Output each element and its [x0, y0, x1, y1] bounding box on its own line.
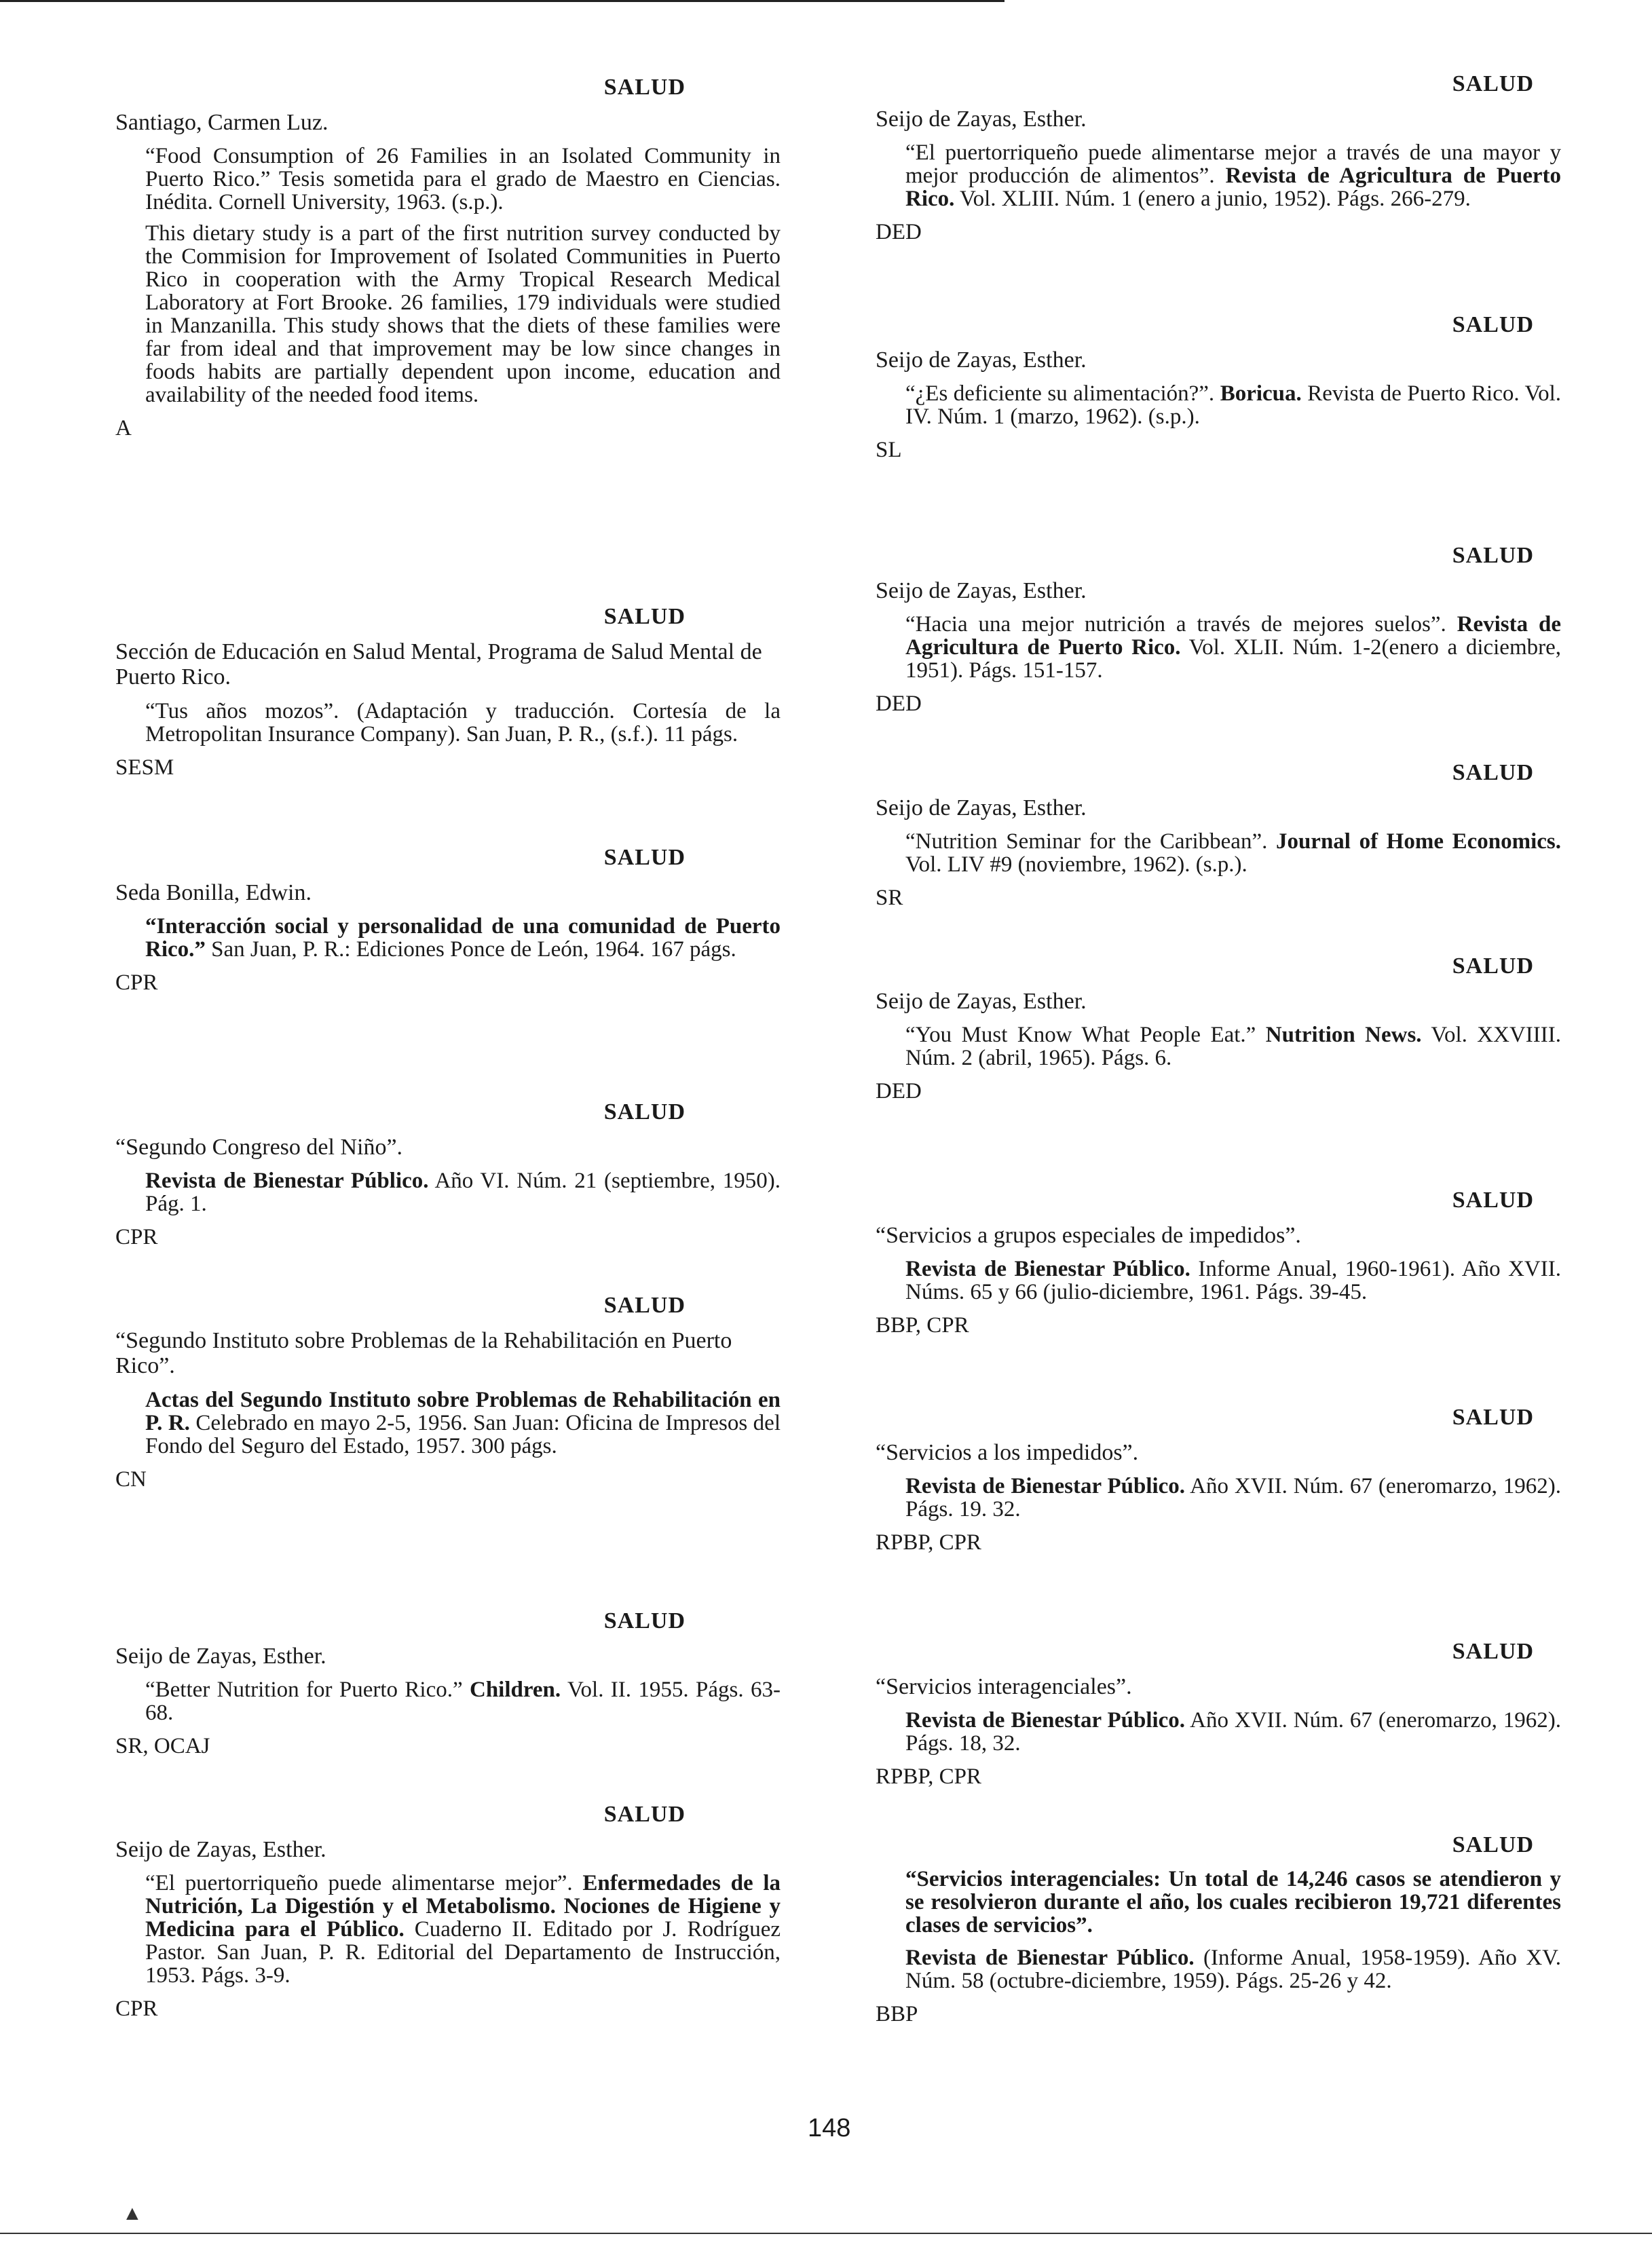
entry-location-code: SR, OCAJ: [115, 1734, 210, 1759]
entry-citation: [905, 1709, 1561, 1755]
entry-heading: SALUD: [603, 1099, 686, 1124]
entry-publication: Año VI. Núm. 21 (septiembre, 1950). Pág. 1.: [145, 1169, 781, 1217]
entry-publication: Año XVII. Núm. 67 (eneromarzo, 1962). Págs. 19. 32.: [905, 1474, 1561, 1522]
entry-location-code: CN: [115, 1467, 147, 1492]
entry-journal: Enfermedades de la Nutrición, La Digestión y el Metabolismo. Nociones de Higiene y Medicina para el Público.: [145, 1871, 781, 1942]
entry-segundo-instituto: [115, 1293, 781, 1492]
entry-location-code: DED: [876, 220, 922, 245]
entry-publication: Vol. XLII. Núm. 1-2(enero a diciembre, 1951). Págs. 151-157.: [905, 635, 1561, 683]
entry-author: Seijo de Zayas, Esther.: [876, 795, 1087, 820]
entry-citation: “Tus años mozos”. (Adaptación y traducción. Cortesía de la Metropolitan Insurance Company). San Juan, P. R., (s.f.). 11 págs.: [145, 698, 781, 746]
entry-publication: Revista de Puerto Rico. Vol. IV. Núm. 1 (marzo, 1962). (s.p.).: [905, 381, 1562, 430]
entry-citation: [905, 830, 1561, 876]
entry-nutrition-seminar: [876, 760, 1561, 911]
entry-heading: SALUD: [1452, 1188, 1534, 1213]
entry-citation: [145, 915, 781, 961]
entry-es-deficiente: [876, 312, 1561, 463]
entry-author: “Servicios interagenciales”.: [876, 1674, 1132, 1699]
entry-location-code: BBP, CPR: [876, 1313, 969, 1338]
entry-citation: [905, 141, 1561, 210]
entry-seccion-educacion: [115, 604, 781, 780]
entry-heading: SALUD: [1452, 71, 1534, 96]
entry-author: “Segundo Instituto sobre Problemas de la Rehabilitación en Puerto Rico”.: [115, 1328, 732, 1379]
entry-publication: Informe Anual, 1960-1961). Año XVII. Núms. 65 y 66 (julio-diciembre, 1961. Págs. 39-45.: [905, 1257, 1561, 1305]
entry-author: Seijo de Zayas, Esther.: [115, 1837, 326, 1862]
entry-author: Seijo de Zayas, Esther.: [876, 578, 1087, 603]
entry-heading: SALUD: [603, 1293, 686, 1318]
entry-journal: Revista de Bienestar Público.: [905, 1257, 1190, 1282]
entry-title: “Interacción social y personalidad de una comunidad de Puerto Rico.”: [145, 914, 781, 962]
entry-location-code: RPBP, CPR: [876, 1530, 981, 1555]
entry-title: “You Must Know What People Eat.”: [905, 1023, 1266, 1048]
entry-author: “Segundo Congreso del Niño”.: [115, 1135, 403, 1160]
entry-heading: SALUD: [1452, 312, 1534, 337]
entry-citation: [905, 1475, 1561, 1521]
entry-title: “Hacia una mejor nutrición a través de mejores suelos”.: [905, 612, 1457, 637]
entry-author: “Servicios a los impedidos”.: [876, 1440, 1139, 1465]
entry-publication: Vol. II. 1955. Págs. 63-68.: [145, 1678, 781, 1726]
entry-puertorriqueno-mejor: [115, 1802, 781, 2022]
entry-heading: SALUD: [603, 1608, 686, 1633]
entry-publication: Vol. XXVIIII. Núm. 2 (abril, 1965). Págs. 6.: [905, 1023, 1561, 1071]
entry-author: “Servicios a grupos especiales de impedidos”.: [876, 1223, 1301, 1248]
entry-servicios-impedidos: [876, 1405, 1561, 1555]
entry-publication: Vol. XLIII. Núm. 1 (enero a junio, 1952). Págs. 266-279.: [954, 187, 1471, 212]
entry-journal: Revista de Bienestar Público.: [905, 1946, 1195, 1970]
entry-location-code: CPR: [115, 1225, 158, 1250]
entry-journal: Revista de Bienestar Público.: [145, 1169, 429, 1194]
entry-author: Sección de Educación en Salud Mental, Programa de Salud Mental de Puerto Rico.: [115, 639, 762, 690]
entry-publication: San Juan, P. R.: Ediciones Ponce de León, 1964. 167 págs.: [205, 937, 736, 962]
entry-author: Seijo de Zayas, Esther.: [876, 107, 1087, 132]
entry-author: Santiago, Carmen Luz.: [115, 110, 328, 135]
entry-citation: [905, 382, 1561, 428]
entry-title: “Nutrition Seminar for the Caribbean”.: [905, 829, 1276, 854]
entry-alimentos-produccion: [876, 71, 1561, 245]
entry-publication: Vol. LIV #9 (noviembre, 1962). (s.p.).: [905, 852, 1247, 877]
entry-publication: Celebrado en mayo 2-5, 1956. San Juan: Oficina de Impresos del Fondo del Seguro del Estado, 1957. 300 págs.: [145, 1410, 781, 1458]
entry-citation: [905, 1946, 1561, 1992]
entry-citation: [905, 613, 1561, 682]
entry-heading: SALUD: [1452, 1639, 1534, 1664]
entry-journal: Journal of Home Economics.: [1275, 829, 1561, 854]
entry-title: “¿Es deficiente su alimentación?”.: [905, 381, 1220, 406]
entry-journal: Children.: [469, 1678, 561, 1703]
entry-journal: Nutrition News.: [1265, 1023, 1422, 1048]
entry-author: Seijo de Zayas, Esther.: [876, 989, 1087, 1014]
entry-citation: “Food Consumption of 26 Families in an Isolated Community in Puerto Rico.” Tesis sometida para el grado de Maestro en Ciencias. Inédita. Cornell University, 1963. (s.p.).: [145, 144, 781, 215]
entry-people-eat: [876, 953, 1561, 1104]
entry-servicios-total: [876, 1832, 1561, 2027]
entry-publication: (Informe Anual, 1958-1959). Año XV. Núm. 58 (octubre-diciembre, 1959). Págs. 25-26 y 42.: [905, 1946, 1561, 1993]
entry-journal: Revista de Agricultura de Puerto Rico.: [905, 164, 1561, 212]
entry-citation: [145, 1388, 781, 1458]
entry-seda-bonilla: [115, 845, 781, 996]
entry-better-nutrition: [115, 1608, 781, 1759]
entry-heading: SALUD: [603, 75, 686, 100]
entry-author: Seda Bonilla, Edwin.: [115, 880, 312, 905]
entry-location-code: SESM: [115, 755, 174, 780]
entry-publication: Año XVII. Núm. 67 (eneromarzo, 1962). Págs. 18, 32.: [905, 1708, 1561, 1756]
entry-journal: Boricua.: [1220, 381, 1302, 406]
entry-title: “Better Nutrition for Puerto Rico.”: [145, 1678, 470, 1703]
entry-grupos-especiales: [876, 1188, 1561, 1338]
entry-author: Seijo de Zayas, Esther.: [876, 347, 1087, 373]
entry-location-code: BBP: [876, 2002, 918, 2026]
entry-heading: SALUD: [1452, 953, 1534, 979]
entry-heading: SALUD: [1452, 1832, 1534, 1857]
entry-heading: SALUD: [603, 1802, 686, 1827]
entry-heading: SALUD: [603, 604, 686, 629]
page-number: 148: [808, 2114, 851, 2142]
entry-citation: [905, 1257, 1561, 1304]
entry-title: “El puertorriqueño puede alimentarse mejor”.: [145, 1871, 583, 1896]
scan-edge-bottom: [0, 2233, 1652, 2234]
entry-location-code: A: [115, 416, 132, 441]
entry-mejores-suelos: [876, 543, 1561, 717]
entry-heading: SALUD: [603, 845, 686, 870]
entry-title: Actas del Segundo Instituto sobre Problemas de Rehabilitación en P. R.: [145, 1387, 781, 1435]
entry-author: Seijo de Zayas, Esther.: [115, 1644, 326, 1669]
entry-title: “Servicios interagenciales: Un total de 14,246 casos se atendieron y se resolvieron durante el año, los cuales recibieron 19,721 diferentes clases de servicios”.: [905, 1867, 1561, 1937]
entry-abstract: This dietary study is a part of the first nutrition survey conducted by the Commision for Improvement of Isolated Communities in Puerto Rico in cooperation with the Army Tropical Research Medical Laboratory at Fort Brooke. 26 families, 179 individuals were studied in Manzanilla. This study shows that the diets of these families were far from ideal and that improvement may be low since changes in foods habits are partially dependent upon income, education and availability of the needed food items.: [145, 221, 781, 408]
entry-title: “El puertorriqueño puede alimentarse mejor a través de una mayor y mejor producción de alimentos”.: [905, 140, 1561, 189]
entry-location-code: DED: [876, 1079, 922, 1104]
entry-location-code: CPR: [115, 970, 158, 996]
entry-citation: [145, 1678, 781, 1724]
scan-edge-top: [0, 0, 1005, 2]
scan-speck: ▲: [122, 2202, 143, 2225]
entry-journal: Revista de Bienestar Público.: [905, 1474, 1186, 1499]
entry-publication: Cuaderno II. Editado por J. Rodríguez Pastor. San Juan, P. R. Editorial del Departamento de Instrucción, 1953. Págs. 3-9.: [145, 1917, 781, 1988]
entry-segundo-congreso: [115, 1099, 781, 1250]
entry-location-code: CPR: [115, 1997, 158, 2022]
entry-citation: [905, 1023, 1561, 1070]
entry-journal: Revista de Agricultura de Puerto Rico.: [905, 612, 1562, 660]
entry-location-code: RPBP, CPR: [876, 1764, 981, 1790]
entry-journal: Revista de Bienestar Público.: [905, 1708, 1186, 1733]
entry-citation: [145, 1169, 781, 1215]
entry-heading: SALUD: [1452, 543, 1534, 568]
entry-location-code: SR: [876, 886, 903, 911]
entry-santiago: [115, 75, 781, 441]
entry-heading: SALUD: [1452, 760, 1534, 785]
entry-location-code: SL: [876, 438, 902, 463]
entry-location-code: DED: [876, 692, 922, 717]
entry-citation: [145, 1872, 781, 1987]
entry-servicios-interagenciales: [876, 1639, 1561, 1790]
entry-heading: SALUD: [1452, 1405, 1534, 1430]
